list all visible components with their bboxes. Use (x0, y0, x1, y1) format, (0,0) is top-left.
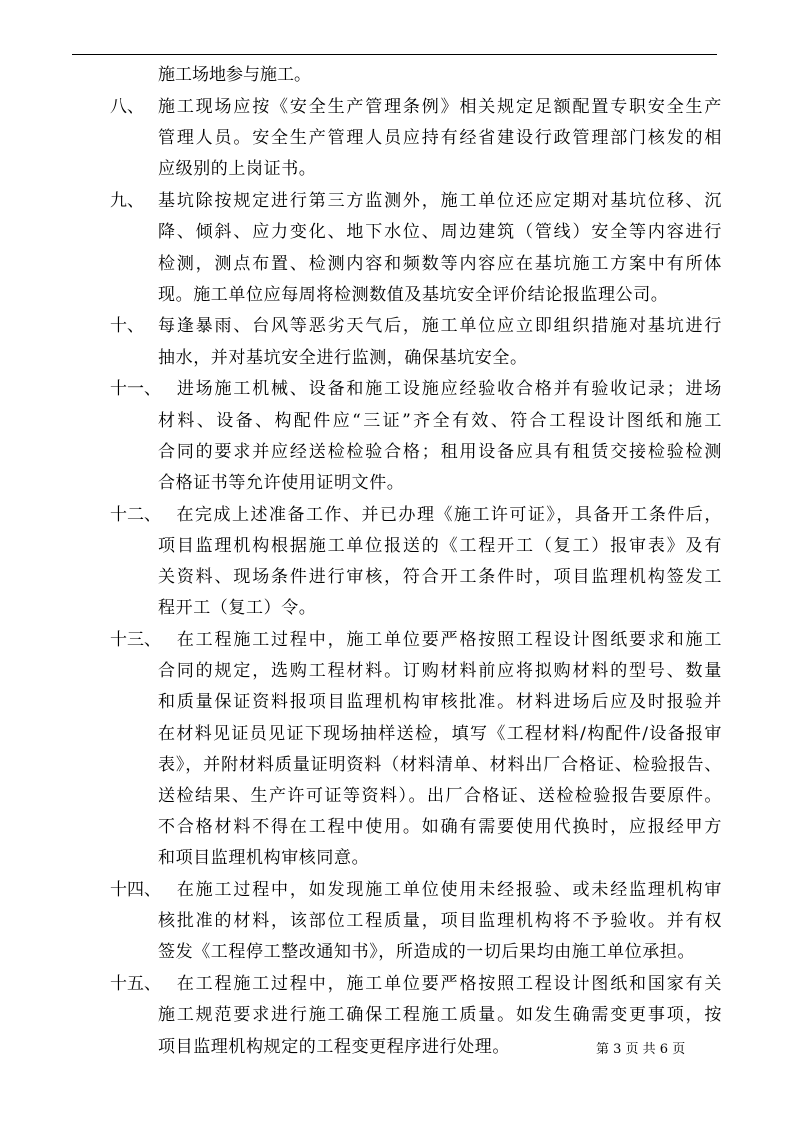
text-line: 应级别的上岗证书。 (158, 159, 317, 180)
text-line: 送检结果、生产许可证等资料）。出厂合格证、送检检验报告要原件。 (158, 785, 722, 806)
text-line: 管理人员。安全生产管理人员应持有经省建设行政管理部门核发的相 (158, 128, 722, 149)
text-line: 程开工（复工）令。 (158, 598, 317, 619)
text-line: 在工程施工过程中，施工单位要严格按照工程设计图纸和国家有关 (158, 974, 722, 995)
text-line: 关资料、现场条件进行审核，符合开工条件时，项目监理机构签发工 (158, 567, 722, 587)
text-line: 降、倾斜、应力变化、地下水位、周边建筑（管线）安全等内容进行 (158, 222, 722, 243)
text-line: 项目监理机构根据施工单位报送的《工程开工（复工）报审表》及有 (158, 535, 722, 556)
text-line: 表》，并附材料质量证明资料（材料清单、材料出厂合格证、检验报告、 (158, 754, 722, 775)
text-line: 材料、设备、构配件应“三证”齐全有效、符合工程设计图纸和施工 (158, 410, 722, 431)
text-line: 在材料见证员见证下现场抽样送检，填写《工程材料/构配件/设备报审 (158, 723, 722, 744)
item-text (158, 374, 722, 499)
text-line: 在工程施工过程中，施工单位要严格按照工程设计图纸要求和施工 (158, 629, 722, 650)
item-text (158, 500, 722, 625)
item-text (158, 92, 722, 186)
text-line: 施工规范要求进行施工确保工程施工质量。如发生确需变更事项，按 (158, 1005, 722, 1026)
text-line: 在完成上述准备工作、并已办理《施工许可证》，具备开工条件后， (158, 504, 722, 525)
item-number: 十四、 (110, 880, 161, 900)
page-number: 第 3 页 共 6 页 (596, 1042, 686, 1057)
text-line: 和项目监理机构审核同意。 (158, 848, 370, 869)
text-line: 不合格材料不得在工程中使用。如确有需要使用代换时，应报经甲方 (158, 817, 722, 838)
text-line: 每逢暴雨、台风等恶劣天气后，施工单位应立即组织措施对基坑进行 (158, 316, 722, 337)
continuation-line: 施工场地参与施工。 (158, 65, 311, 85)
text-line: 进场施工机械、设备和施工设施应经验收合格并有验收记录；进场 (158, 379, 722, 400)
text-line: 签发《工程停工整改通知书》，所造成的一切后果均由施工单位承担。 (158, 942, 696, 963)
item-text (158, 311, 722, 373)
item-text (158, 875, 722, 969)
item-number: 九、 (110, 191, 144, 212)
item-number: 十、 (110, 316, 144, 337)
text-line: 基坑除按规定进行第三方监测外，施工单位还应定期对基坑位移、沉 (158, 191, 722, 212)
text-line: 现。施工单位应每周将检测数值及基坑安全评价结论报监理公司。 (158, 284, 669, 305)
item-number: 十二、 (110, 504, 161, 525)
text-line: 抽水，并对基坑安全进行监测，确保基坑安全。 (158, 347, 528, 368)
text-line: 项目监理机构规定的工程变更程序进行处理。 (158, 1036, 510, 1057)
text-line: 施工现场应按《安全生产管理条例》相关规定足额配置专职安全生产 (158, 97, 722, 117)
text-line: 在施工过程中，如发现施工单位使用未经报验、或未经监理机构审 (158, 880, 722, 900)
item-number: 八、 (110, 97, 144, 117)
item-number: 十三、 (110, 629, 161, 650)
text-line: 合同的规定，选购工程材料。订购材料前应将拟购材料的型号、数量 (158, 661, 722, 682)
item-text (158, 186, 722, 311)
item-number: 十一、 (110, 379, 161, 400)
text-line: 合同的要求并应经送检检验合格；租用设备应具有租赁交接检验检测 (158, 441, 722, 462)
text-line: 和质量保证资料报项目监理机构审核批准。材料进场后应及时报验并 (158, 692, 722, 713)
text-line: 检测，测点布置、检测内容和频数等内容应在基坑施工方案中有所体 (158, 253, 722, 274)
item-number: 十五、 (110, 974, 161, 995)
text-line: 合格证书等允许使用证明文件。 (158, 472, 405, 493)
header-rule (72, 54, 717, 55)
text-line: 核批准的材料，该部位工程质量，项目监理机构将不予验收。并有权 (158, 911, 722, 932)
item-text (158, 625, 722, 875)
